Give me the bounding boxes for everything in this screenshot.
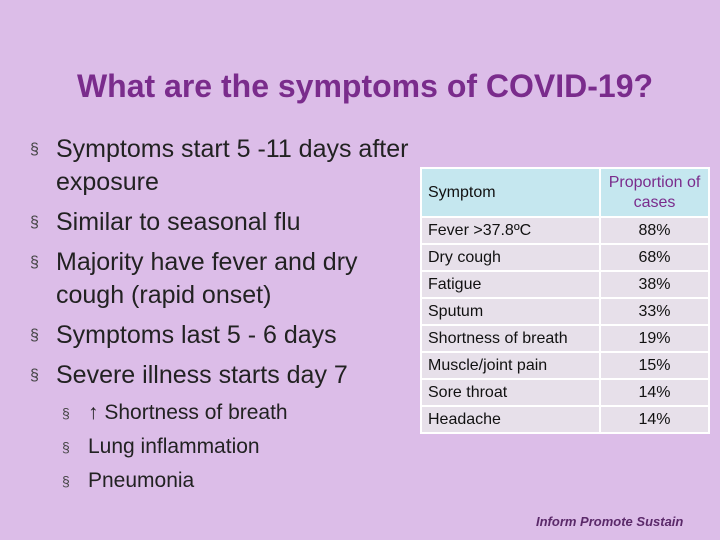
bullet-marker-icon: §	[30, 367, 39, 384]
bullet-text: Symptoms last 5 - 6 days	[56, 321, 337, 349]
slide-title: What are the symptoms of COVID-19?	[76, 68, 654, 104]
bullet-marker-icon: §	[62, 439, 70, 455]
symptom-cell: Fever >37.8ºC	[421, 217, 600, 244]
table-row	[421, 406, 709, 433]
symptom-cell: Shortness of breath	[421, 325, 600, 352]
bullet-marker-icon: §	[62, 405, 70, 421]
proportion-cell: 14%	[600, 379, 709, 406]
proportion-cell: 68%	[600, 244, 709, 271]
footer-tagline: Inform Promote Sustain	[536, 514, 684, 529]
bullet-marker-icon: §	[30, 141, 39, 158]
proportion-cell: 19%	[600, 325, 709, 352]
symptom-cell: Dry cough	[421, 244, 600, 271]
header-proportion: Proportion of cases	[600, 168, 709, 217]
bullet-item	[30, 319, 410, 352]
symptom-cell: Fatigue	[421, 271, 600, 298]
symptom-cell: Muscle/joint pain	[421, 352, 600, 379]
bullet-marker-icon: §	[30, 214, 39, 231]
table-row	[421, 271, 709, 298]
bullet-text: Similar to seasonal flu	[56, 208, 301, 236]
sub-bullet-item	[62, 467, 382, 495]
bullet-item	[30, 359, 410, 392]
proportion-cell: 14%	[600, 406, 709, 433]
bullet-text: Symptoms start 5 -11 days after exposure	[56, 135, 409, 196]
table-header-row	[421, 168, 709, 217]
sub-bullet-text: Pneumonia	[88, 469, 195, 492]
bullet-item	[30, 246, 410, 312]
bullet-text: Severe illness starts day 7	[56, 361, 348, 389]
symptom-cell: Sore throat	[421, 379, 600, 406]
symptom-cell: Sputum	[421, 298, 600, 325]
sub-bullet-text: Lung inflammation	[88, 435, 260, 458]
sub-bullet-item	[62, 399, 382, 427]
bullet-marker-icon: §	[30, 327, 39, 344]
table-row	[421, 379, 709, 406]
bullet-list	[30, 133, 410, 399]
header-symptom: Symptom	[421, 168, 600, 217]
table-row	[421, 217, 709, 244]
bullet-text: Majority have fever and dry cough (rapid onset)	[56, 248, 358, 309]
table-row	[421, 244, 709, 271]
table-row	[421, 325, 709, 352]
sub-bullet-item	[62, 433, 382, 461]
bullet-item	[30, 206, 410, 239]
bullet-marker-icon: §	[62, 473, 70, 489]
bullet-item	[30, 133, 410, 199]
symptom-table	[420, 167, 710, 434]
proportion-cell: 88%	[600, 217, 709, 244]
bullet-marker-icon: §	[30, 254, 39, 271]
table-row	[421, 298, 709, 325]
sub-bullet-list	[62, 399, 382, 501]
symptom-cell: Headache	[421, 406, 600, 433]
proportion-cell: 15%	[600, 352, 709, 379]
table-row	[421, 352, 709, 379]
proportion-cell: 33%	[600, 298, 709, 325]
sub-bullet-text: ↑ Shortness of breath	[88, 401, 288, 424]
proportion-cell: 38%	[600, 271, 709, 298]
